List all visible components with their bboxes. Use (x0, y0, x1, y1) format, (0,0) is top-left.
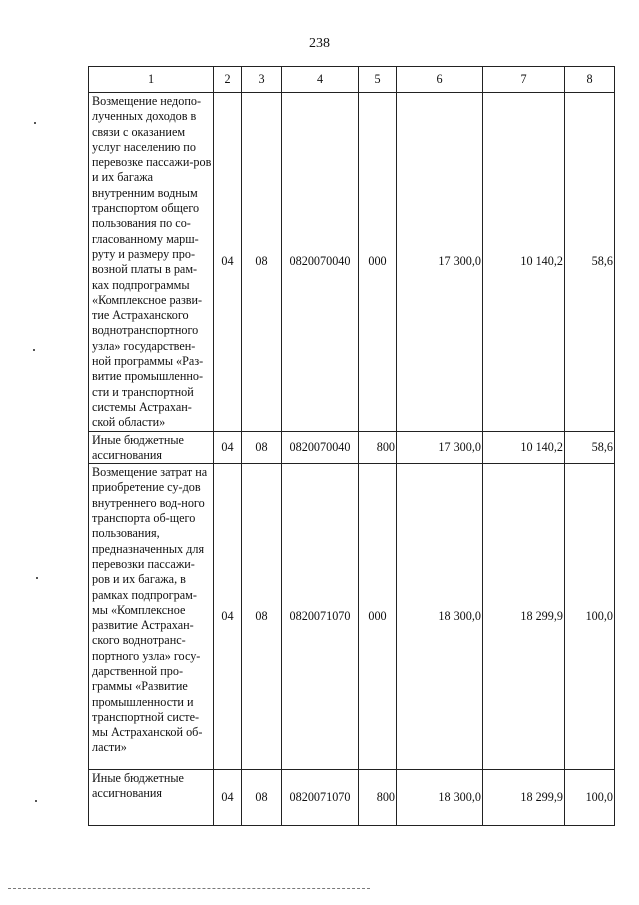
execution-percent: 58,6 (565, 431, 615, 464)
subsection-code: 08 (242, 464, 282, 770)
scan-margin-dot (36, 577, 38, 579)
section-code: 04 (214, 464, 242, 770)
actual-amount: 10 140,2 (483, 93, 565, 432)
page-number: 238 (309, 36, 330, 51)
actual-amount: 18 299,9 (483, 770, 565, 826)
planned-amount: 17 300,0 (397, 93, 483, 432)
table-header-row (89, 67, 615, 93)
column-header: 2 (214, 67, 242, 93)
row-description: Иные бюджетные ассигнования (89, 431, 214, 464)
scan-margin-dot (33, 349, 35, 351)
table-row (89, 770, 615, 826)
expense-type-code: 800 (359, 431, 397, 464)
expense-type-code: 000 (359, 93, 397, 432)
table-row (89, 464, 615, 770)
column-header: 7 (483, 67, 565, 93)
column-header: 8 (565, 67, 615, 93)
actual-amount: 10 140,2 (483, 431, 565, 464)
planned-amount: 18 300,0 (397, 770, 483, 826)
column-header: 6 (397, 67, 483, 93)
target-article-code: 0820071070 (282, 464, 359, 770)
subsection-code: 08 (242, 431, 282, 464)
section-code: 04 (214, 431, 242, 464)
row-description: Возмещение затрат на приобретение су-дов внутреннего вод-ного транспорта об-щего пользования, предназначенных для перевозки пассажи-ров и их багажа, в рамках подпрограм-мы «Комплексное развитие Астрахан-ского воднотранс-портного узла» госу-дарственной про-граммы «Развитие промышленности и транспортной систе-мы Астраханской об-ласти» (89, 464, 214, 770)
column-header: 5 (359, 67, 397, 93)
footer-rule (8, 888, 370, 889)
subsection-code: 08 (242, 93, 282, 432)
row-description: Возмещение недопо-лученных доходов в связи с оказанием услуг населению по перевозке пассажи-ров и их багажа внутренним водным транспортом общего пользования по со-гласованному марш-руту и размеру про-возной платы в рам-ках подпрограммы «Комплексное разви-тие Астраханского воднотранспортного узла» государствен-ной программы «Раз-витие промышленно-сти и транспортной системы Астрахан-ской области» (89, 93, 214, 432)
expense-type-code: 000 (359, 464, 397, 770)
subsection-code: 08 (242, 770, 282, 826)
target-article-code: 0820070040 (282, 431, 359, 464)
target-article-code: 0820071070 (282, 770, 359, 826)
scan-margin-dot (34, 122, 36, 124)
column-header: 3 (242, 67, 282, 93)
execution-percent: 100,0 (565, 770, 615, 826)
expense-type-code: 800 (359, 770, 397, 826)
planned-amount: 18 300,0 (397, 464, 483, 770)
execution-percent: 100,0 (565, 464, 615, 770)
row-description: Иные бюджетные ассигнования (89, 770, 214, 826)
budget-table (88, 66, 615, 826)
planned-amount: 17 300,0 (397, 431, 483, 464)
section-code: 04 (214, 93, 242, 432)
section-code: 04 (214, 770, 242, 826)
scan-margin-dot (35, 800, 37, 802)
execution-percent: 58,6 (565, 93, 615, 432)
column-header: 4 (282, 67, 359, 93)
actual-amount: 18 299,9 (483, 464, 565, 770)
column-header: 1 (89, 67, 214, 93)
table-row (89, 93, 615, 432)
target-article-code: 0820070040 (282, 93, 359, 432)
table-row (89, 431, 615, 464)
